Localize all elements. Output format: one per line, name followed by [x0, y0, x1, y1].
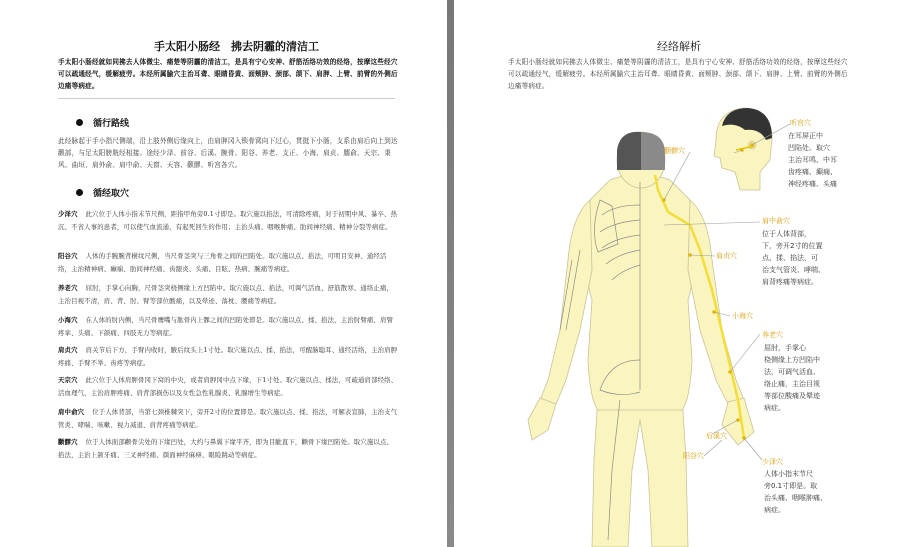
point-entry: 阳谷穴 人体的手腕腕背横纹尺侧，当尺骨茎突与三角骨之间的凹陷处。取穴施以点、掐法，可明目安神、通经活络，主治精神病、癫痫、肋间神经痛、齿龈炎、头痛、目眩、热病、腕痛等病症。 [58, 252, 387, 273]
route-text: 此经脉起于手小指尺侧端，沿上肢外侧后缘向上，由肩胛冈入锁骨窝向下过心，贯挺下小肠，支系由肩后向上到达颧部，与足太阳膀胱经相接。途经少泽、前谷、后溪、腕骨、阳谷、养老、支正、小海、肩贞、臑俞、天宗、秉风、曲垣、肩外俞、肩中俞、天窗、天容、颧髎、听宫各穴。 [58, 137, 398, 169]
label-shaoze: 少泽穴 [762, 458, 783, 466]
point-entry: 颧髎穴 位于人体面部颧骨尖处的下缘凹处，大约与鼻翼下缘平齐，即为目眦直下，颧骨下缘凹陷处。取穴施以点、掐法，主治上颌牙痛、三叉神经痛、颜面神经麻痹、眼睑跳动等病症。 [58, 438, 394, 459]
desc-tinggong: 在耳屏正中 凹陷处。取穴 主治耳鸣、中耳 齿疼痛、癫痫、 神经疼痛、头痛 [788, 132, 837, 188]
desc-shaoze: 人体小指末节尺 旁0.1寸即是。取 治头痛、咽喉肿痛、 病症。 [764, 470, 827, 514]
label-tinggong: 听宫穴 [790, 119, 811, 127]
point-entry: 养老穴 屈肘，手掌心向胸，尺骨茎突桡侧缘上方凹陷中。取穴施以点、掐法，可调气活血、舒筋散寒、通络止痛，主治目视不清，肩、背、肘、臂等部位酸痛，以及晕迹、落枕、腰痛等病症。 [58, 284, 394, 305]
left-intro: 手太阳小肠经就如同拂去人体微尘、痛楚等阴霾的清洁工，是具有宁心安神、舒筋活络功效的经络，按摩这些经穴可以疏通经气，缓解疲劳。本经所属腧穴主治耳聋、眼睛昏黄、面颊肿、颈部、颌下、肩胛、上臂、前臂的外侧后边痛等病症。 [58, 58, 398, 90]
label-quanliao: 颧髎穴 [664, 147, 685, 155]
desc-jianzhongshu: 位于人体背部， 下，旁开2寸的位置 点、揉、掐法，可 治支气管炎、哮喘、 肩背疼痛等病症。 [762, 230, 825, 286]
point-entry: 肩贞穴 肩关节后下方，手臂内收时，腋后纹头上1寸处。取穴施以点、揉、掐法，可醒脑聪耳、通经活络，主治肩胛疼痛、手臂不举、齿疼等病症。 [58, 346, 398, 367]
section-route: 循行路线 [76, 116, 129, 129]
label-houxi: 后溪穴 [706, 432, 727, 440]
point-entry: 小海穴 在人体的肘内侧，当尺骨鹰嘴与肱骨内上髁之间的凹陷处即是。取穴施以点、揉、掐法，主治肘臂痛、肩臂疼挛、头痛、下颌痛、四肢无力等病症。 [58, 316, 394, 337]
left-page-title: 手太阳小肠经 拂去阴霾的清洁工 [154, 40, 319, 53]
hair [617, 132, 641, 170]
hair [641, 132, 665, 170]
right-intro: 手太阳小肠经就如同拂去人体微尘、痛楚等阴霾的清洁工，是具有宁心安神、舒筋活络功效的经络，按摩这些经穴可以疏通经气，缓解疲劳。本经所属腧穴主治耳聋、眼睛昏黄、面颊肿、颈部、颌下、肩胛、上臂、前臂的外侧后边痛等病症。 [508, 58, 848, 90]
label-yanglao: 养老穴 [762, 331, 783, 339]
label-jianzhen: 肩贞穴 [716, 252, 737, 260]
point-entry: 肩中俞穴 位于人体背部，当第七颈椎棘突下，旁开2寸的位置即是。取穴施以点、揉、掐法，可解表宣肺，主治支气管炎、哮喘、咳嗽、视力减退、肩背疼痛等病症。 [58, 408, 398, 429]
right-page-title: 经络解析 [657, 40, 701, 53]
desc-yanglao: 屈肘，手掌心 桡侧缘上方凹陷中 法，可调气活血、 络止痛，主治目视 等部位酸痛及晕迹 病症。 [764, 344, 820, 412]
label-xiaohai: 小海穴 [732, 312, 753, 320]
label-yanggu: 阳谷穴 [683, 452, 704, 460]
label-jianzhongshu: 肩中俞穴 [762, 217, 790, 225]
point-entry: 天宗穴 此穴位于人体肩胛骨冈下窝的中央，或者肩胛冈中点下缘，下1寸处。取穴施以点、揉法，可疏通肩部经络、活血理气，主治肩胛疼痛、肩背部损伤以及女性急性乳腺炎、乳腺增生等病症。 [58, 376, 398, 397]
section-points: 循经取穴 [76, 186, 129, 199]
body-silhouette [528, 132, 754, 547]
point-entry: 少泽穴 此穴位于人体小指末节尺侧，距指甲角旁0.1寸即是。取穴施以掐法，可清除疼痛，对于初期中风、暴卒、热沉、不省人事的患者，可以使气血流通，有起死回生的作用；主治头痛、咽喉肿痛、肋间神经痛、精神分裂等病症。 [58, 210, 398, 231]
